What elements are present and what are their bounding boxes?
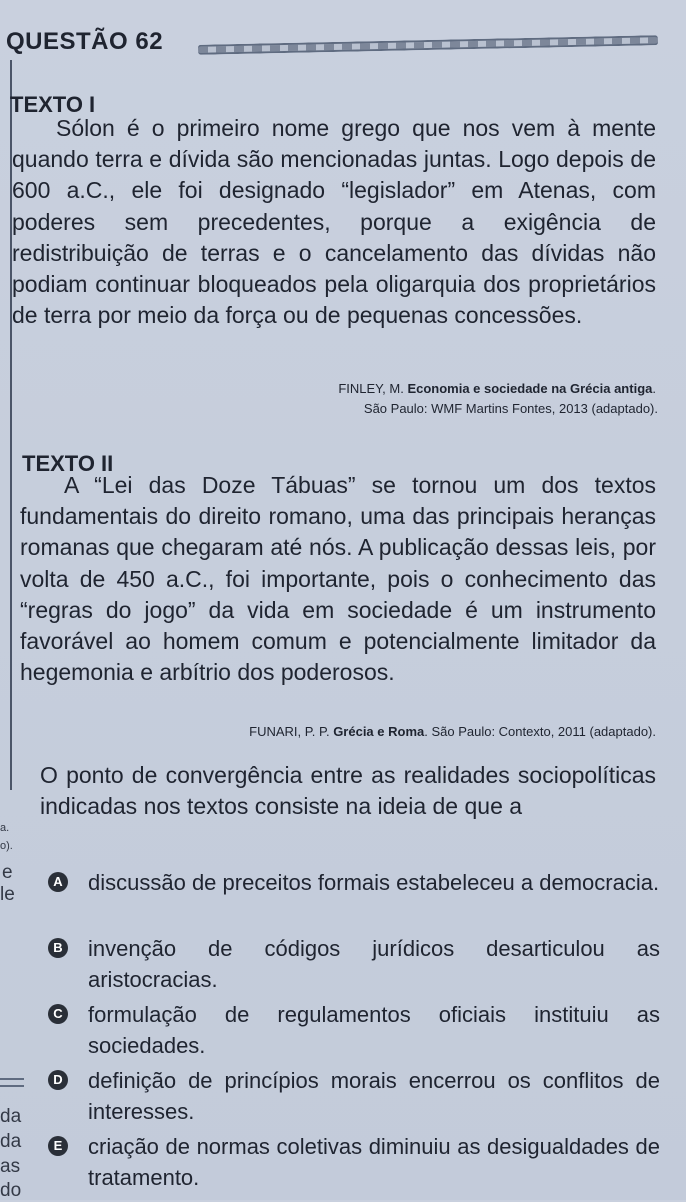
margin-fragment: e xyxy=(2,862,13,883)
question-title: QUESTÃO 62 xyxy=(6,28,164,55)
margin-fragment: as xyxy=(0,1156,21,1177)
margin-fragment: o). xyxy=(0,840,13,852)
texto2-source-title: Grécia e Roma xyxy=(333,724,425,739)
texto1-body: Sólon é o primeiro nome grego que nos vem à mente quando terra e dívida são mencionadas juntas. Logo depois de 600 a.C., ele foi designado “legislador” em Atenas, com poderes sem precedentes, porque a exigência de redistribuição de terras e o cancelamento das dívidas não podiam continuar bloqueados pela oligarquia dos proprietários de terra por meio da força ou de pequenas concessões. xyxy=(12,115,656,329)
option-e-letter-icon: E xyxy=(48,1136,68,1156)
margin-rule xyxy=(0,1078,24,1087)
texto2-source xyxy=(249,724,656,739)
texto1-source-title: Economia e sociedade na Grécia antiga xyxy=(407,381,653,396)
margin-fragment: do xyxy=(0,1180,22,1201)
option-a[interactable] xyxy=(48,867,660,898)
option-d-letter-icon: D xyxy=(48,1070,68,1090)
question-stem: O ponto de convergência entre as realidades sociopolíticas indicadas nos textos consiste na ideia de que a xyxy=(40,762,656,819)
texto1-source-author: FINLEY, M. xyxy=(338,381,408,396)
texto1-source-punct: . xyxy=(652,381,656,396)
option-a-text: discussão de preceitos formais estabeleceu a democracia. xyxy=(88,870,660,895)
option-b-text: invenção de códigos jurídicos desarticulou as aristocracias. xyxy=(88,936,660,992)
option-b-letter-icon: B xyxy=(48,938,68,958)
texto2-label: TEXTO II xyxy=(22,451,114,476)
decorative-rule xyxy=(198,35,658,55)
option-c[interactable] xyxy=(48,999,660,1061)
texto1-source-line1 xyxy=(338,381,656,396)
margin-fragment: da xyxy=(0,1131,22,1152)
margin-fragment: da xyxy=(0,1106,22,1127)
option-d-text: definição de princípios morais encerrou os conflitos de interesses. xyxy=(88,1068,660,1124)
option-b[interactable] xyxy=(48,933,660,995)
option-c-letter-icon: C xyxy=(48,1004,68,1024)
margin-fragment: le xyxy=(0,884,15,905)
texto2-body: A “Lei das Doze Tábuas” se tornou um dos textos fundamentais do direito romano, uma das principais heranças romanas que chegaram até nós. A publicação dessas leis, por volta de 450 a.C., foi importante, pois o conhecimento das “regras do jogo” da vida em sociedade é um instrumento favorável ao homem comum e potencialmente limitador da hegemonia e arbítrio dos poderosos. xyxy=(20,472,656,686)
texto2-source-rest: . São Paulo: Contexto, 2011 (adaptado). xyxy=(424,724,656,739)
option-a-letter-icon: A xyxy=(48,872,68,892)
texto1-label: TEXTO I xyxy=(10,92,96,117)
texto1-source-line2: São Paulo: WMF Martins Fontes, 2013 (adaptado). xyxy=(363,401,658,416)
texto2-source-author: FUNARI, P. P. xyxy=(249,724,334,739)
option-c-text: formulação de regulamentos oficiais instituiu as sociedades. xyxy=(88,1002,660,1058)
option-e-text: criação de normas coletivas diminuiu as desigualdades de tratamento. xyxy=(88,1134,660,1190)
option-d[interactable] xyxy=(48,1065,660,1127)
margin-fragment: a. xyxy=(0,822,10,834)
option-e[interactable] xyxy=(48,1131,660,1193)
